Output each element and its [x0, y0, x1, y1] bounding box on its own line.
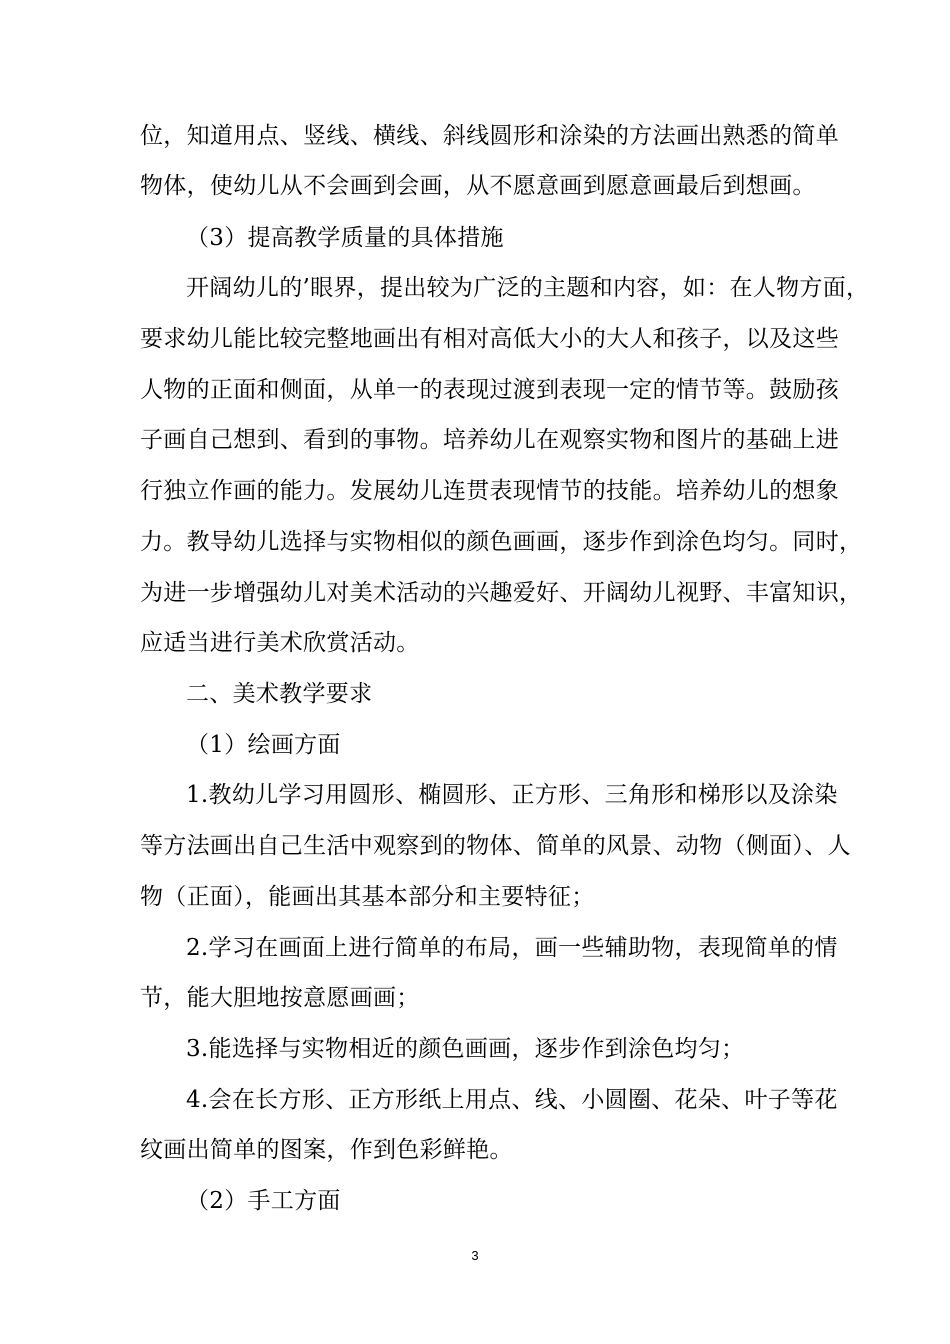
subsection-heading: （2）手工方面: [186, 1188, 341, 1214]
section-heading: （3）提高教学质量的具体措施: [186, 225, 504, 251]
list-item-line: 4.会在长方形、正方形纸上用点、线、小圆圈、花朵、叶子等花: [186, 1087, 838, 1113]
body-text-line: 物体，使幼儿从不会画到会画，从不愿意画到愿意画最后到想画。: [140, 173, 816, 199]
list-item-line: 1.教幼儿学习用圆形、椭圆形、正方形、三角形和梯形以及涂染: [186, 782, 838, 808]
body-text-line: 开阔幼儿的’眼界，提出较为广泛的主题和内容，如：在人物方面，: [186, 275, 870, 301]
list-item-line: 节，能大胆地按意愿画画；: [140, 985, 420, 1011]
list-item-line: 3.能选择与实物相近的颜色画画，逐步作到涂色均匀；: [186, 1036, 745, 1062]
body-text-line: 力。教导幼儿选择与实物相似的颜色画画，逐步作到涂色均匀。同时，: [140, 529, 863, 555]
list-item-line: 2.学习在画面上进行简单的布局，画一些辅助物，表现简单的情: [186, 935, 838, 961]
body-text-line: 位，知道用点、竖线、横线、斜线圆形和涂染的方法画出熟悉的简单: [140, 123, 839, 149]
list-item-line: 纹画出简单的图案，作到色彩鲜艳。: [140, 1137, 513, 1163]
body-text-line: 为进一步增强幼儿对美术活动的兴趣爱好、开阔幼儿视野、丰富知识，: [140, 580, 863, 606]
body-text-line: 应适当进行美术欣赏活动。: [140, 630, 420, 656]
body-text-line: 子画自己想到、看到的事物。培养幼儿在观察实物和图片的基础上进: [140, 427, 839, 453]
list-item-line: 等方法画出自己生活中观察到的物体、简单的风景、动物（侧面）、人: [140, 833, 851, 859]
body-text-line: 要求幼儿能比较完整地画出有相对高低大小的大人和孩子，以及这些: [140, 326, 839, 352]
section-heading: 二、美术教学要求: [186, 681, 373, 707]
body-text-line: 行独立作画的能力。发展幼儿连贯表现情节的技能。培养幼儿的想象: [140, 478, 839, 504]
list-item-line: 物（正面），能画出其基本部分和主要特征；: [140, 884, 595, 910]
page-number: 3: [471, 1248, 479, 1263]
body-text-line: 人物的正面和侧面，从单一的表现过渡到表现一定的情节等。鼓励孩: [140, 377, 839, 403]
subsection-heading: （1）绘画方面: [186, 732, 341, 758]
